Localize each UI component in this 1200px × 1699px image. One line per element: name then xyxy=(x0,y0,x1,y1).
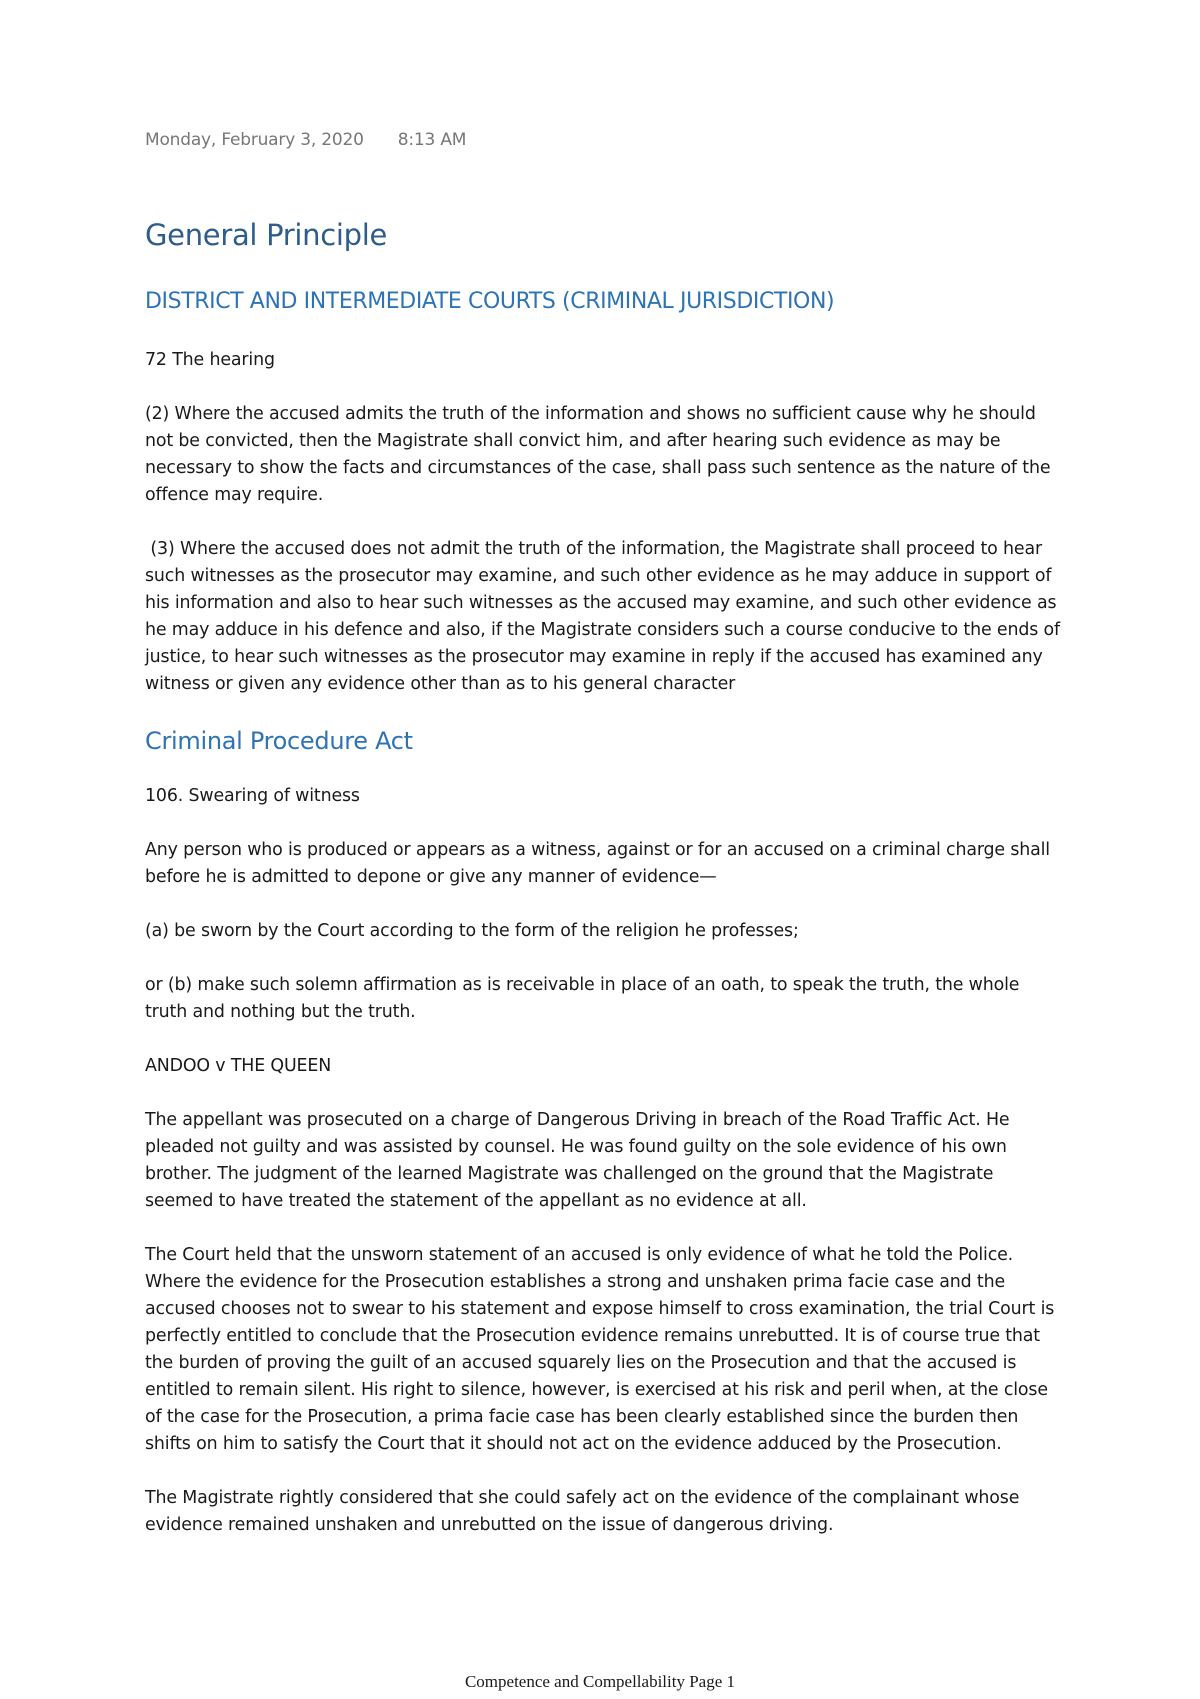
swearing-clause-b: or (b) make such solemn affirmation as is receivable in place of an oath, to speak the truth, the whole truth and nothing but the truth. xyxy=(145,975,1020,1022)
swearing-clause-a: (a) be sworn by the Court according to the form of the religion he professes; xyxy=(145,921,799,941)
swearing-intro: Any person who is produced or appears as a witness, against or for an accused on a criminal charge shall before he is admitted to depone or give any manner of evidence— xyxy=(145,840,1050,887)
courts-heading: DISTRICT AND INTERMEDIATE COURTS (CRIMINAL JURISDICTION) xyxy=(145,289,835,314)
case-name: ANDOO v THE QUEEN xyxy=(145,1056,332,1076)
cpa-heading: Criminal Procedure Act xyxy=(145,727,413,755)
document-body xyxy=(145,287,1065,1566)
case-paragraph-2: The Court held that the unsworn statement of an accused is only evidence of what he told the Police. Where the evidence for the Prosecution establishes a strong and unshaken prima facie case and the accused chooses not to swear to his statement and expose himself to cross examination, the trial Court is perfectly entitled to conclude that the Prosecution evidence remains unrebutted. It is of course true that the burden of proving the guilt of an accused squarely lies on the Prosecution and that the accused is entitled to remain silent. His right to silence, however, is exercised at his risk and peril when, at the close of the case for the Prosecution, a prima facie case has been clearly established since the burden then shifts on him to satisfy the Court that it should not act on the evidence adduced by the Prosecution. xyxy=(145,1245,1055,1454)
footer-label: Competence and Compellability Page 1 xyxy=(464,1672,736,1691)
hearing-title: 72 The hearing xyxy=(145,350,275,370)
swearing-title: 106. Swearing of witness xyxy=(145,786,360,806)
case-paragraph-1: The appellant was prosecuted on a charge of Dangerous Driving in breach of the Road Traffic Act. He pleaded not guilty and was assisted by counsel. He was found guilty on the sole evidence of his own brother. The judgment of the learned Magistrate was challenged on the ground that the Magistrate seemed to have treated the statement of the appellant as no evidence at all. xyxy=(145,1110,1010,1211)
page-title: General Principle xyxy=(145,218,388,252)
hearing-paragraph-2: (2) Where the accused admits the truth of the information and shows no sufficient cause why he should not be convicted, then the Magistrate shall convict him, and after hearing such evidence as may be necessary to show the facts and circumstances of the case, shall pass such sentence as the nature of the offence may require. xyxy=(145,404,1051,505)
hearing-paragraph-3: (3) Where the accused does not admit the truth of the information, the Magistrate shall proceed to hear such witnesses as the prosecutor may examine, and such other evidence as he may adduce in support of his information and also to hear such witnesses as the accused may examine, and such other evidence as he may adduce in his defence and also, if the Magistrate considers such a course conducive to the ends of justice, to hear such witnesses as the prosecutor may examine in reply if the accused has examined any witness or given any evidence other than as to his general character xyxy=(145,539,1066,694)
page-footer xyxy=(0,1672,1200,1692)
note-date: Monday, February 3, 2020 xyxy=(145,130,364,150)
note-timestamp xyxy=(145,130,466,150)
note-time: 8:13 AM xyxy=(397,130,467,150)
case-paragraph-3: The Magistrate rightly considered that she could safely act on the evidence of the complainant whose evidence remained unshaken and unrebutted on the issue of dangerous driving. xyxy=(145,1488,1020,1535)
